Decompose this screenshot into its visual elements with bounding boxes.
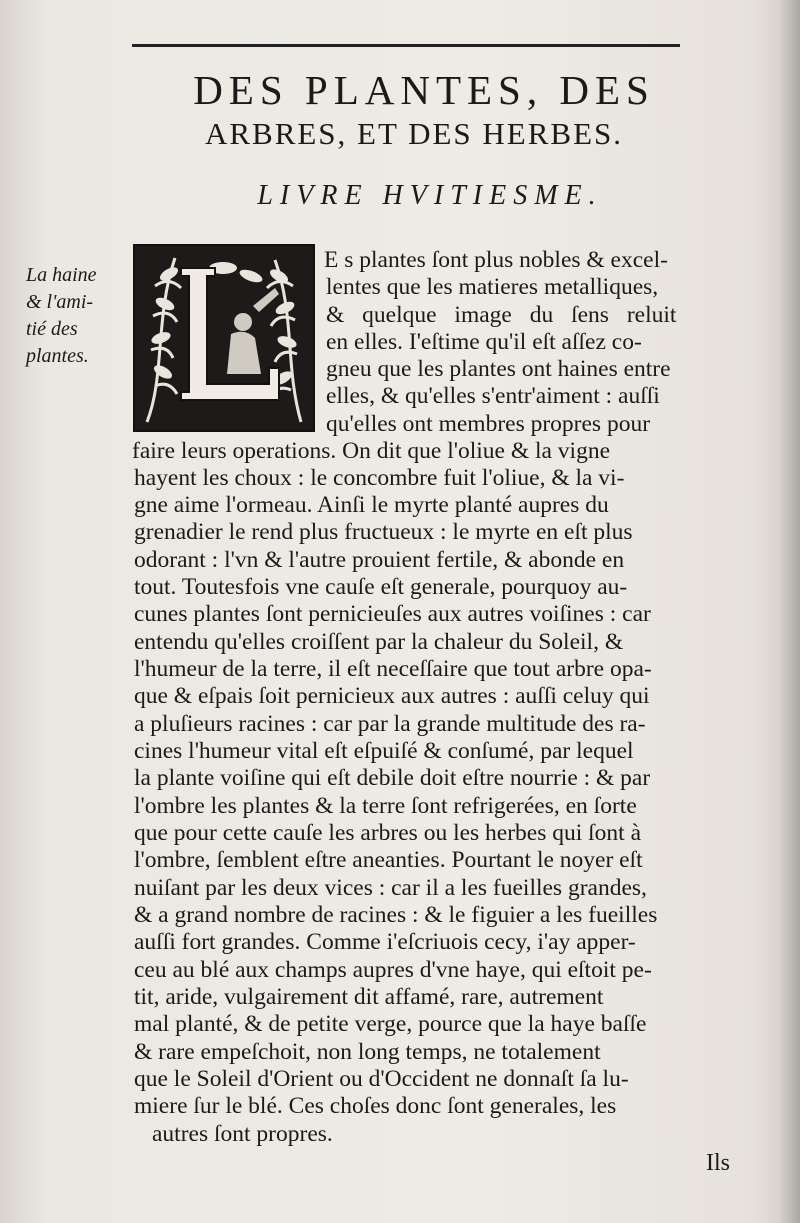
body-line: & a grand nombre de racines : & le figuier a les fueilles	[134, 902, 658, 928]
book-heading: LIVRE HVITIESME.	[257, 180, 603, 211]
body-line: la plante voiſine qui eſt debile doit eſtre nourrie : & par	[134, 765, 651, 791]
chapter-title-line-1: DES PLANTES, DES	[193, 67, 655, 113]
body-line: ceu au blé aux champs aupres d'vne haye, qui eſtoit pe-	[134, 957, 652, 983]
body-line: gneu que les plantes ont haines entre	[326, 356, 671, 382]
body-line: l'humeur de la terre, il eſt neceſſaire que tout arbre opa-	[134, 656, 652, 682]
body-line: tout. Toutesfois vne cauſe eſt generale, pourquoy au-	[134, 574, 628, 600]
body-line: elles, & qu'elles s'entr'aiment : auſſi	[326, 383, 660, 409]
body-line: l'ombre, ſemblent eſtre aneanties. Pourtant le noyer eſt	[134, 847, 643, 873]
body-line: mal planté, & de petite verge, pource que la haye baſſe	[134, 1011, 647, 1037]
body-line: & quelque image du ſens reluit	[326, 302, 677, 328]
margin-note-line: La haine	[26, 264, 97, 286]
body-line: miere ſur le blé. Ces choſes donc ſont generales, les	[134, 1093, 617, 1119]
body-line: cunes plantes ſont pernicieuſes aux autres voiſines : car	[134, 601, 651, 627]
body-line: l'ombre les plantes & la terre ſont refrigerées, en ſorte	[134, 793, 637, 819]
body-line: que le Soleil d'Orient ou d'Occident ne donnaſt ſa lu-	[134, 1066, 629, 1092]
margin-note-line: & l'ami-	[26, 291, 94, 313]
body-line: entendu qu'elles croiſſent par la chaleur du Soleil, &	[134, 629, 624, 655]
body-line: autres ſont propres.	[152, 1121, 333, 1147]
body-line: & rare empeſchoit, non long temps, ne totalement	[134, 1039, 601, 1065]
margin-note-line: plantes.	[26, 345, 89, 367]
body-line: lentes que les matieres metalliques,	[326, 274, 659, 300]
body-line: qu'elles ont membres propres pour	[326, 411, 651, 437]
body-line: a pluſieurs racines : car par la grande multitude des ra-	[134, 711, 646, 737]
body-line: que pour cette cauſe les arbres ou les herbes qui ſont à	[134, 820, 642, 846]
body-line: en elles. I'eſtime qu'il eſt aſſez co-	[326, 329, 642, 355]
body-line: auſſi fort grandes. Comme i'eſcriuois cecy, i'ay apper-	[134, 929, 636, 955]
body-line: nuiſant par les deux vices : car il a les fueilles grandes,	[134, 875, 647, 901]
chapter-title-line-2: ARBRES, ET DES HERBES.	[204, 116, 624, 151]
body-line: tit, aride, vulgairement dit affamé, rare, autrement	[134, 984, 604, 1010]
body-line: cines l'humeur vital eſt eſpuiſé & conſumé, par lequel	[134, 738, 634, 764]
body-line: grenadier le rend plus fructueux : le myrte en eſt plus	[134, 519, 633, 545]
body-line: E s plantes ſont plus nobles & excel-	[324, 247, 668, 273]
body-line: faire leurs operations. On dit que l'oliue & la vigne	[132, 438, 611, 464]
body-line: que & eſpais ſoit pernicieux aux autres : auſſi celuy qui	[134, 683, 650, 709]
margin-note-line: tié des	[26, 318, 78, 340]
body-line: odorant : l'vn & l'autre prouient fertile, & abonde en	[134, 547, 625, 573]
catchword: Ils	[706, 1150, 730, 1176]
body-line: gne aime l'ormeau. Ainſi le myrte planté aupres du	[134, 492, 609, 518]
body-line: hayent les choux : le concombre fuit l'oliue, & la vi-	[134, 465, 625, 491]
